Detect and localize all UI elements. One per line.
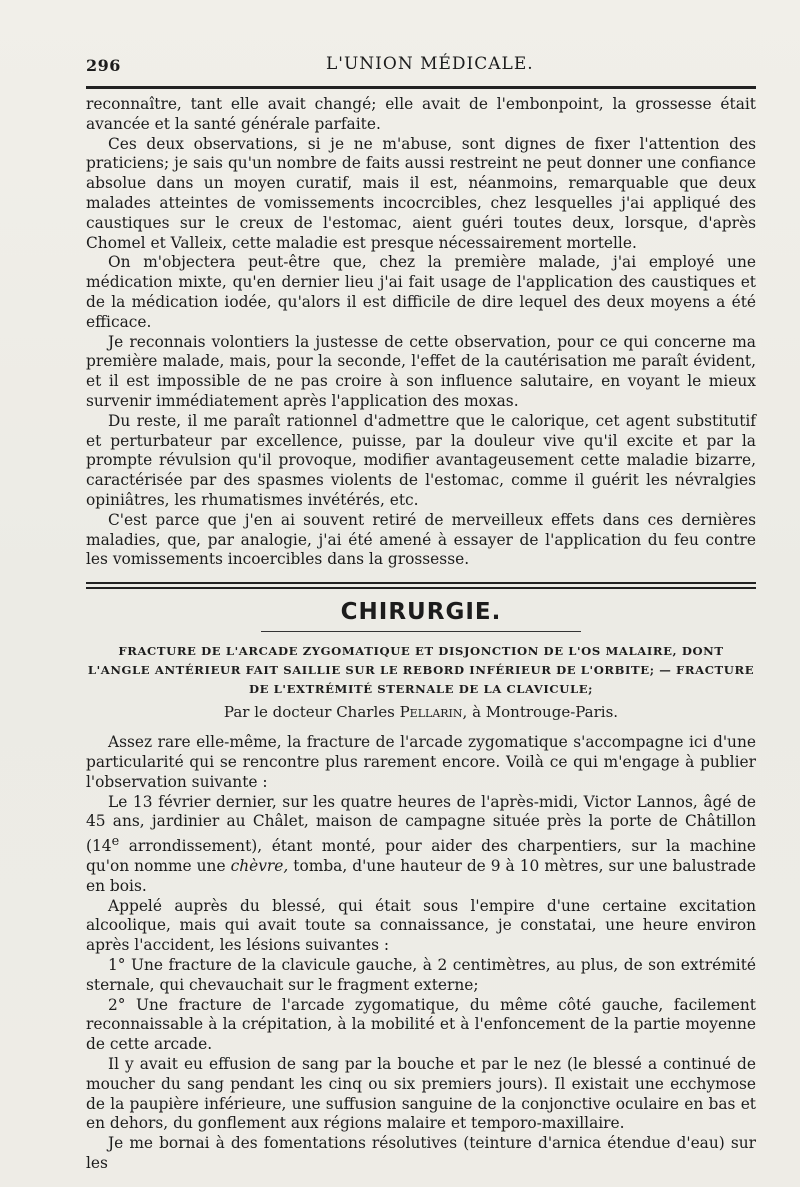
byline-suffix: , à Montrouge-Paris. — [462, 703, 619, 722]
journal-title: L'UNION MÉDICALE. — [326, 54, 534, 74]
running-head — [86, 50, 756, 78]
paragraph: reconnaître, tant elle avait changé; elle avait de l'embonpoint, la grossesse était avancée et la santé générale parfaite. — [86, 95, 756, 133]
paragraph: Appelé auprès du blessé, qui était sous l'empire d'une certaine excitation alcoolique, mais qui avait toute sa connaissance, je constatai, une heure environ après l'accident, les lésions suivantes : — [86, 896, 756, 955]
text-run: Le 13 février dernier, sur les quatre heures de l'après-midi, Victor Lannos, âgé de 45 ans, jardinier au Châlet, maison de campagne située près la porte de Châtillon (14 — [86, 792, 756, 856]
paragraph: Du reste, il me paraît rationnel d'admettre que le calorique, cet agent substitutif et perturbateur par excellence, puisse, par la douleur vive qu'il excite et par la prompte révulsion qu'il provoque, modifier avantageusement cette maladie bizarre, caractérisée par des spasmes violents de l'estomac, comme il guérit les névralgies opiniâtres, les rhumatismes invétérés, etc. — [86, 411, 756, 509]
superscript: e — [111, 834, 120, 850]
paragraph: C'est parce que j'en ai souvent retiré de merveilleux effets dans ces dernières maladies, que, par analogie, j'ai été amené à essayer de l'application du feu contre les vomissements incoercibles dans la grossesse. — [86, 510, 756, 569]
paragraph: Assez rare elle-même, la fracture de l'arcade zygomatique s'accompagne ici d'une particularité qui se rencontre plus rarement encore. Voilà ce qui m'engage à publier l'observation suivante : — [86, 733, 756, 791]
paragraph — [86, 793, 756, 897]
author-name: Pellarin — [399, 703, 463, 722]
paragraph: Il y avait eu effusion de sang par la bouche et par le nez (le blessé a continué de moucher du sang pendant les cinq ou six premiers jours). Il existait une ecchymose de la paupière inférieure, une suffusion sanguine de la conjonctive oculaire en bas et en dehors, du gonflement aux régions malaire et temporo-maxillaire. — [86, 1055, 756, 1133]
paragraph: 1° Une fracture de la clavicule gauche, à 2 centimètres, au plus, de son extrémité sternale, qui chevauchait sur le fragment externe; — [86, 956, 756, 994]
byline-prefix: Par le docteur Charles — [223, 703, 400, 722]
paragraph: On m'objectera peut-être que, chez la première malade, j'ai employé une médication mixte, qu'en dernier lieu j'ai fait usage de l'application des caustiques et de la médication iodée, qu'alors il est difficile de dire lequel des deux moyens a été efficace. — [86, 253, 756, 331]
paragraph: Je reconnais volontiers la justesse de cette observation, pour ce qui concerne ma première malade, mais, pour la seconde, l'effet de la cautérisation me paraît évident, et il est impossible de ne pas croire à son influence salutaire, en voyant le mieux survenir immédiatement après l'application des moxas. — [86, 332, 756, 410]
article-title: FRACTURE DE L'ARCADE ZYGOMATIQUE ET DISJONCTION DE L'OS MALAIRE, DONT L'ANGLE ANTÉRIEUR FAIT SAILLIE SUR LE REBORD INFÉRIEUR DE L'ORBITE; — FRACTURE DE L'EXTRÉMITÉ STERNALE DE LA CLAVICULE; — [87, 644, 755, 697]
text-run: arrondissement), étant monté, pour aider des charpentiers, sur la machine qu'on nomme une — [86, 837, 756, 876]
paragraph: Ces deux observations, si je ne m'abuse, sont dignes de fixer l'attention des praticiens; je sais qu'un nombre de faits aussi restreint ne peut donner une confiance absolue dans un moyen curatif, mais il est, néanmoins, remarquable que deux malades atteintes de vomissements incocrcibles, chez lesquelles j'ai appliqué des caustiques sur le creux de l'estomac, aient guéri toutes deux, lorsque, d'après Chomel et Valleix, cette maladie est presque nécessairement mortelle. — [86, 134, 756, 252]
section-divider — [86, 582, 756, 589]
byline — [86, 703, 756, 721]
text-run: tomba, d'une hauteur de 9 à 10 mètres, sur une balustrade en bois. — [86, 857, 756, 895]
paragraph: 2° Une fracture de l'arcade zygomatique, du même côté gauche, facilement reconnaissable à la crépitation, à la mobilité et à l'enfoncement de la partie moyenne de cette arcade. — [86, 995, 756, 1054]
italic-term: chèvre, — [230, 857, 289, 876]
paragraph: Je me bornai à des fomentations résolutives (teinture d'arnica étendue d'eau) sur les — [86, 1134, 756, 1172]
section-title: CHIRURGIE. — [340, 599, 502, 626]
header-rule — [86, 86, 756, 89]
section-title-rule — [261, 631, 581, 632]
page-number: 296 — [86, 56, 121, 75]
